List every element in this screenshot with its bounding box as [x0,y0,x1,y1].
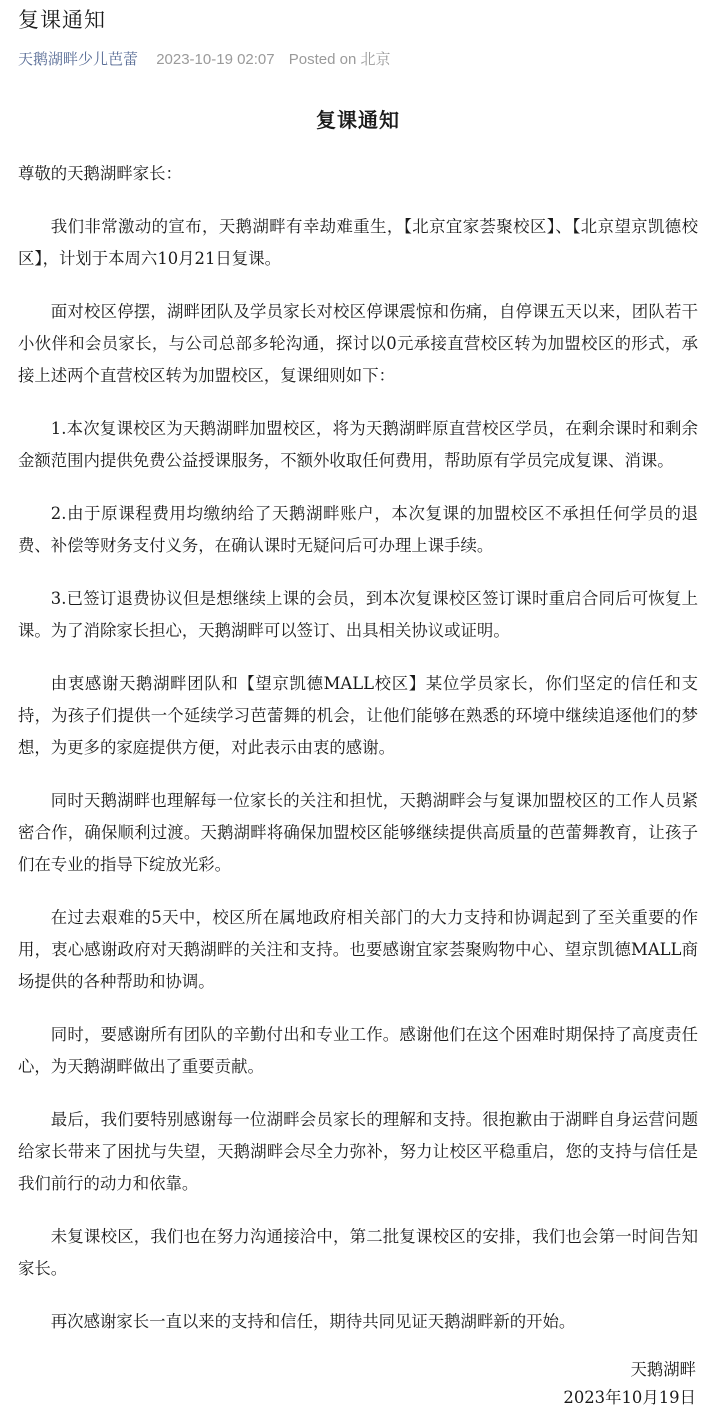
publish-time: 2023-10-19 02:07 [156,51,275,68]
notice-greeting: 尊敬的天鹅湖畔家长： [18,164,182,183]
notice-paragraph: 由衷感谢天鹅湖畔团队和【望京凯德MALL校区】某位学员家长，你们坚定的信任和支持，为孩子们提供一个延续学习芭蕾舞的机会，让他们能够在熟悉的环境中继续追逐他们的梦想，为更多的家庭提供方便，对此表示由衷的感谢。 [18,674,698,757]
notice-heading: 复课通知 [316,108,400,132]
notice-paragraph: 我们非常激动的宣布，天鹅湖畔有幸劫难重生，【北京宜家荟聚校区】、【北京望京凯德校区】，计划于本周六10月21日复课。 [18,217,698,268]
notice-paragraph: 1.本次复课校区为天鹅湖畔加盟校区，将为天鹅湖畔原直营校区学员，在剩余课时和剩余金额范围内提供免费公益授课服务，不额外收取任何费用，帮助原有学员完成复课、消课。 [18,419,698,470]
notice-paragraph: 未复课校区，我们也在努力沟通接洽中，第二批复课校区的安排，我们也会第一时间告知家长。 [18,1227,698,1278]
notice-paragraph: 面对校区停摆，湖畔团队及学员家长对校区停课震惊和伤痛，自停课五天以来，团队若干小伙伴和会员家长，与公司总部多轮沟通，探讨以0元承接直营校区转为加盟校区的形式，承接上述两个直营校区转为加盟校区，复课细则如下： [18,302,698,385]
notice-paragraph: 再次感谢家长一直以来的支持和信任，期待共同见证天鹅湖畔新的开始。 [50,1312,576,1331]
article-meta [18,48,391,72]
notice-signature [18,1356,698,1412]
article-title: 复课通知 [18,8,106,32]
account-name-link[interactable]: 天鹅湖畔少儿芭蕾 [18,51,139,68]
notice-paragraph: 最后，我们要特别感谢每一位湖畔会员家长的理解和支持。很抱歉由于湖畔自身运营问题给家长带来了困扰与失望，天鹅湖畔会尽全力弥补，努力让校区平稳重启，您的支持与信任是我们前行的动力和依靠。 [18,1110,698,1193]
notice-paragraph: 同时天鹅湖畔也理解每一位家长的关注和担忧，天鹅湖畔会与复课加盟校区的工作人员紧密合作，确保顺利过渡。天鹅湖畔将确保加盟校区能够继续提供高质量的芭蕾舞教育，让孩子们在专业的指导下绽放光彩。 [18,791,698,874]
notice-paragraph: 2.由于原课程费用均缴纳给了天鹅湖畔账户，本次复课的加盟校区不承担任何学员的退费、补偿等财务支付义务，在确认课时无疑问后可办理上课手续。 [18,504,698,555]
notice-paragraph: 3.已签订退费协议但是想继续上课的会员，到本次复课校区签订课时重启合同后可恢复上课。为了消除家长担心，天鹅湖畔可以签订、出具相关协议或证明。 [18,589,698,640]
signature-date: 2023年10月19日 [563,1388,696,1407]
signature-org: 天鹅湖畔 [630,1360,696,1379]
notice-paragraph: 在过去艰难的5天中，校区所在属地政府相关部门的大力支持和协调起到了至关重要的作用，衷心感谢政府对天鹅湖畔的关注和支持。也要感谢宜家荟聚购物中心、望京凯德MALL商场提供的各种帮助和协调。 [18,908,698,991]
notice-paragraph: 同时，要感谢所有团队的辛勤付出和专业工作。感谢他们在这个困难时期保持了高度责任心，为天鹅湖畔做出了重要贡献。 [18,1025,698,1076]
posted-location: Posted on 北京 [288,51,391,68]
notice-body [18,104,698,1412]
